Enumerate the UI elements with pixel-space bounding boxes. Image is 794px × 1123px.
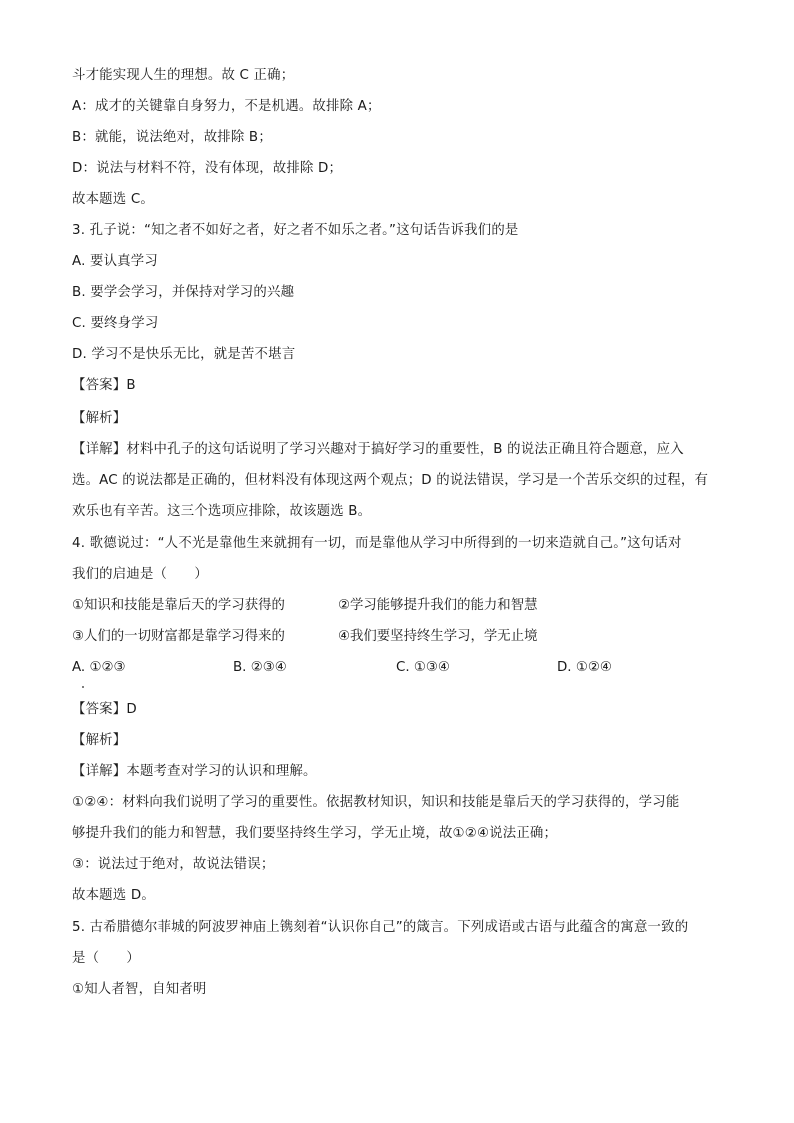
question-4-option-b: B. ②③④ bbox=[233, 660, 287, 675]
question-3-detail: 【详解】材料中孔子的这句话说明了学习兴趣对于搞好学习的重要性，B 的说法正确且符合题意，应入 bbox=[72, 442, 684, 457]
question-4-detail: 【详解】本题考查对学习的认识和理解。 bbox=[72, 764, 317, 779]
question-4-detail: 够提升我们的能力和智慧，我们要坚持终生学习，学无止境，故①②④说法正确； bbox=[72, 826, 558, 841]
text-line: B：就能，说法绝对，故排除 B； bbox=[72, 130, 272, 145]
question-3-detail: 欢乐也有辛苦。这三个选项应排除，故该题选 B。 bbox=[72, 504, 372, 519]
question-3-option-d: D. 学习不是快乐无比，就是苦不堪言 bbox=[72, 347, 296, 362]
question-4-statement-2: ②学习能够提升我们的能力和智慧 bbox=[338, 598, 538, 613]
question-4-stem: 4. 歌德说过：“人不光是靠他生来就拥有一切，而是靠他从学习中所得到的一切来造就自己。”这句话对 bbox=[72, 536, 682, 551]
question-4-statement-4: ④我们要坚持终生学习，学无止境 bbox=[338, 629, 538, 644]
question-4-analysis-heading: 【解析】 bbox=[72, 733, 127, 748]
question-3-analysis-heading: 【解析】 bbox=[72, 411, 127, 426]
question-4-answer: 【答案】D bbox=[72, 702, 137, 717]
question-5-stem: 是（ ） bbox=[72, 951, 140, 966]
question-4-option-a: A. ①②③ bbox=[72, 660, 126, 675]
question-3-answer: 【答案】B bbox=[72, 378, 136, 393]
question-3-option-b: B. 要学会学习，并保持对学习的兴趣 bbox=[72, 285, 295, 300]
question-5-statement-1: ①知人者智，自知者明 bbox=[72, 982, 207, 997]
question-4-statement-3: ③人们的一切财富都是靠学习得来的 bbox=[72, 629, 285, 644]
question-4-stem: 我们的启迪是（ ） bbox=[72, 567, 208, 582]
text-line: D：说法与材料不符，没有体现，故排除 D； bbox=[72, 161, 343, 176]
question-4-statement-1: ①知识和技能是靠后天的学习获得的 bbox=[72, 598, 285, 613]
stray-mark bbox=[82, 686, 84, 688]
question-3-stem: 3. 孔子说：“知之者不如好之者，好之者不如乐之者。”这句话告诉我们的是 bbox=[72, 223, 519, 238]
question-3-option-c: C. 要终身学习 bbox=[72, 316, 159, 331]
question-3-option-a: A. 要认真学习 bbox=[72, 254, 158, 269]
text-line: 故本题选 C。 bbox=[72, 192, 154, 207]
question-4-option-c: C. ①③④ bbox=[396, 660, 450, 675]
question-3-detail: 选。AC 的说法都是正确的，但材料没有体现这两个观点；D 的说法错误，学习是一个苦乐交织的过程，有 bbox=[72, 473, 709, 488]
text-line: A：成才的关键靠自身努力，不是机遇。故排除 A； bbox=[72, 99, 381, 114]
question-4-detail: ①②④：材料向我们说明了学习的重要性。依据教材知识，知识和技能是靠后天的学习获得的，学习能 bbox=[72, 795, 680, 810]
text-line: 斗才能实现人生的理想。故 C 正确； bbox=[72, 68, 295, 83]
question-4-detail: 故本题选 D。 bbox=[72, 888, 155, 903]
question-4-detail: ③：说法过于绝对，故说法错误； bbox=[72, 857, 275, 872]
question-4-option-d: D. ①②④ bbox=[557, 660, 612, 675]
question-5-stem: 5. 古希腊德尔菲城的阿波罗神庙上镌刻着“认识你自己”的箴言。下列成语或古语与此蕴含的寓意一致的 bbox=[72, 920, 689, 935]
